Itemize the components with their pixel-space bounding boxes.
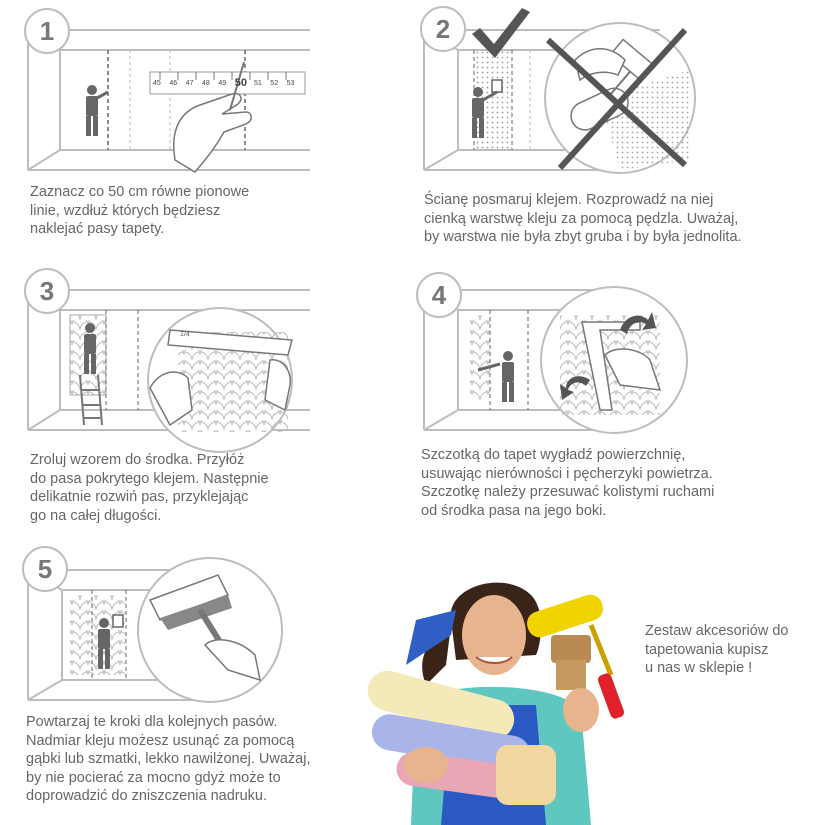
step-2-illustration	[0, 0, 822, 180]
promo-text	[645, 622, 788, 678]
text-line: delikatnie rozwiń pas, przyklejając	[30, 489, 249, 505]
promo-photo-woman	[356, 565, 656, 825]
text-line: Nadmiar kleju możesz usunąć za pomocą	[26, 732, 295, 749]
text-line: Zaznacz co 50 cm równe pionowe	[30, 184, 250, 200]
text-line: doprowadzić do zniszczenia nadruku.	[26, 788, 267, 804]
ruler-tick: 53	[286, 80, 295, 87]
text-line: Ścianę posmaruj klejem. Rozprowadź na niej	[424, 192, 714, 208]
step-number: 1	[24, 8, 70, 54]
text-line: cienką warstwę kleju za pomocą pędzla. Uważaj,	[424, 210, 739, 227]
text-line: od środka pasa na jego boki.	[421, 502, 607, 519]
text-line: Szczotką do tapet wygładź powierzchnię,	[421, 447, 686, 463]
step-4-illustration	[0, 260, 822, 440]
ruler-tick-highlight: 50	[234, 77, 247, 89]
ruler-tick: 46	[169, 80, 178, 87]
ruler-tick: 45	[153, 80, 161, 87]
text-line: Powtarzaj te kroki dla kolejnych pasów.	[26, 714, 278, 730]
text-line: do pasa pokrytego klejem. Następnie	[30, 470, 269, 487]
ruler-tick: 48	[202, 80, 210, 87]
text-line: Zestaw akcesoriów do	[645, 623, 789, 639]
step-description	[26, 713, 311, 806]
text-line: Szczotkę należy przesuwać kolistymi ruchami	[421, 484, 715, 500]
step-description	[421, 446, 714, 520]
ruler-tick: 49	[218, 80, 227, 87]
text-line: gąbki lub szmatki, lekko nawilżonej. Uważaj,	[26, 751, 311, 767]
step-number: 3	[24, 268, 70, 314]
text-line: naklejać pasy tapety.	[30, 221, 165, 237]
step-number: 2	[420, 6, 466, 52]
text-line: usuwając nierówności i pęcherzyki powietrza.	[421, 465, 713, 482]
step-5	[0, 540, 410, 822]
text-line: tapetowania kupisz	[645, 641, 769, 658]
step-4	[0, 260, 822, 530]
text-line: u nas w sklepie !	[645, 660, 753, 676]
step-description	[424, 191, 742, 247]
text-line: Zroluj wzorem do środka. Przyłóż	[30, 452, 245, 468]
strip-label: 1/4	[179, 330, 191, 339]
ruler-tick: 51	[253, 80, 262, 87]
step-2	[0, 0, 822, 260]
ruler-tick: 52	[270, 80, 279, 87]
text-line: by warstwa nie była zbyt gruba i by była jednolita.	[424, 229, 742, 245]
text-line: by nie pocierać za mocno gdyż może to	[26, 769, 281, 786]
step-number: 4	[416, 272, 462, 318]
text-line: go na całej długości.	[30, 507, 162, 524]
step-number: 5	[22, 546, 68, 592]
text-line: linie, wzdłuż których będziesz	[30, 202, 221, 219]
ruler-tick: 47	[185, 80, 194, 87]
